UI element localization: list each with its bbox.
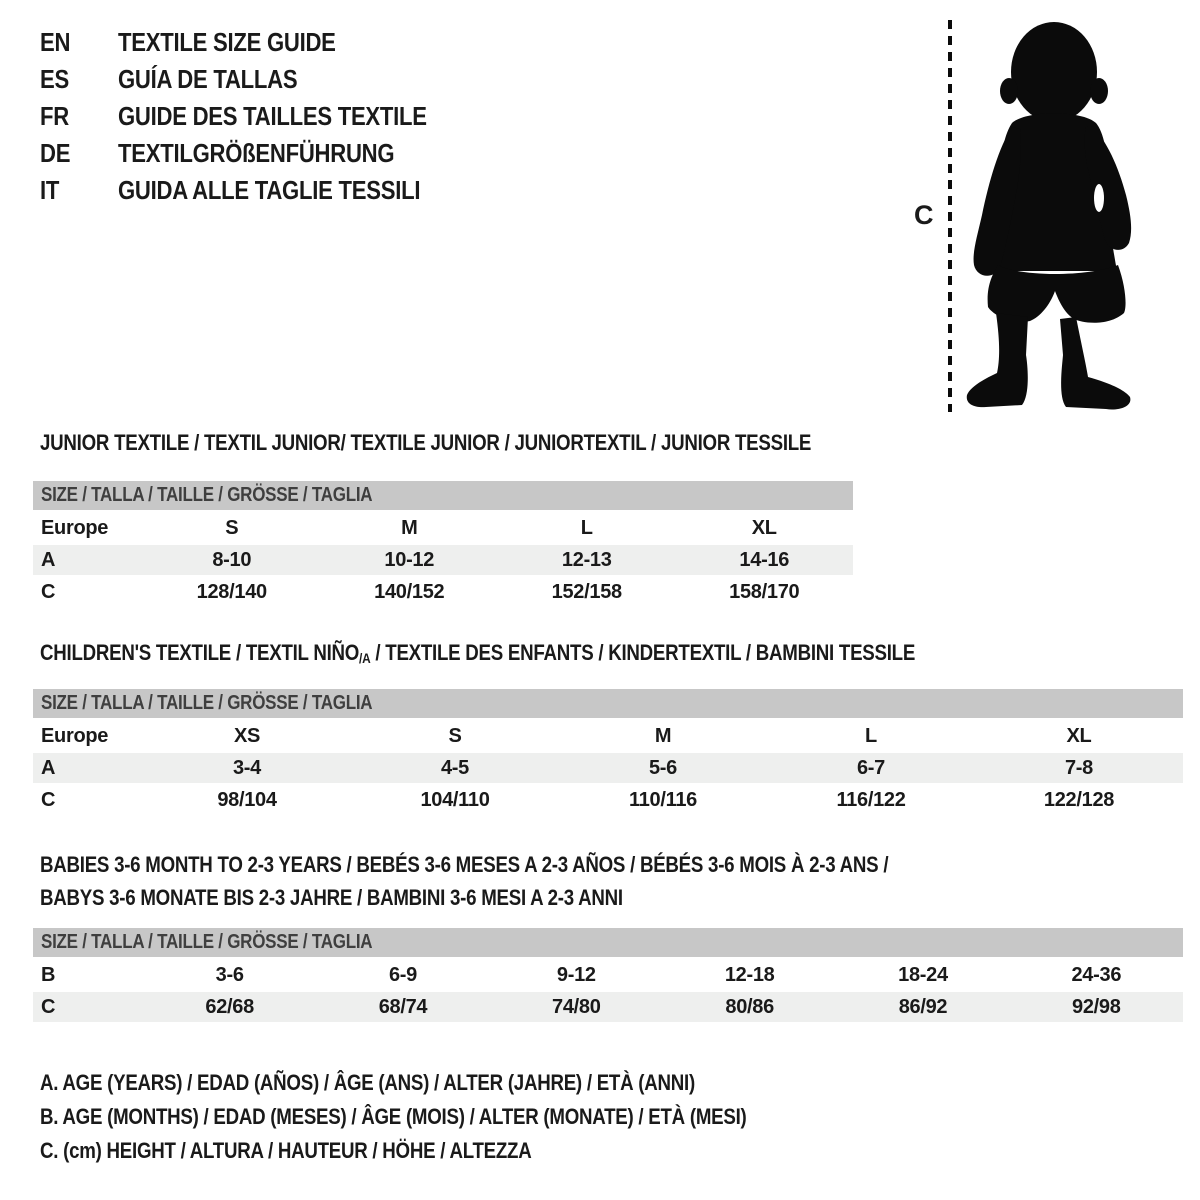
junior-row-height <box>33 577 853 607</box>
language-code-text: DE <box>40 138 71 168</box>
language-code-es <box>40 64 118 95</box>
guide-title-text: GUÍA DE TALLAS <box>118 64 298 94</box>
size-cell: M <box>654 724 672 747</box>
babies-size-table <box>33 928 1183 1022</box>
height-cell: 86/92 <box>898 995 948 1018</box>
age-cell: 7-8 <box>1064 756 1093 779</box>
children-title-text <box>40 640 915 666</box>
size-cell: L <box>865 724 877 747</box>
age-cell: 14-16 <box>739 548 790 571</box>
age-cell: 6-7 <box>856 756 885 779</box>
height-cell: 68/74 <box>378 995 428 1018</box>
babies-row-months <box>33 960 1183 990</box>
language-code-en <box>40 27 118 58</box>
age-cell: 8-10 <box>212 548 252 571</box>
language-row-en <box>40 24 481 61</box>
height-cell: 122/128 <box>1043 788 1115 811</box>
age-cell: 10-12 <box>384 548 435 571</box>
language-code-text: FR <box>40 101 69 131</box>
guide-title-en <box>118 27 374 58</box>
size-header-text: SIZE / TALLA / TAILLE / GRÖSSE / TAGLIA <box>41 692 373 714</box>
row-label: A <box>41 756 56 779</box>
measure-legend <box>40 1066 871 1168</box>
junior-size-table <box>33 481 853 607</box>
height-cell: 158/170 <box>729 580 800 603</box>
height-cell: 128/140 <box>196 580 267 603</box>
height-cell: 110/116 <box>629 788 697 811</box>
height-dashed-line <box>948 20 952 412</box>
children-title-post: / TEXTILE DES ENFANTS / KINDERTEXTIL / BAMBINI TESSILE <box>370 640 916 665</box>
language-row-de <box>40 135 481 172</box>
height-cell: 116/122 <box>836 788 906 811</box>
children-row-age <box>33 753 1183 783</box>
toddler-silhouette-icon <box>960 15 1150 415</box>
age-cell: 5-6 <box>648 756 677 779</box>
row-label: Europe <box>41 516 109 539</box>
size-cell: XL <box>1066 724 1092 747</box>
row-label: Europe <box>41 724 109 747</box>
babies-section-title <box>40 848 1038 914</box>
junior-section-title <box>40 430 947 456</box>
junior-row-europe <box>33 513 853 543</box>
size-header-text: SIZE / TALLA / TAILLE / GRÖSSE / TAGLIA <box>41 484 373 506</box>
guide-title-de <box>118 138 443 169</box>
children-section-title <box>40 640 1069 666</box>
language-row-es <box>40 61 481 98</box>
months-cell: 12-18 <box>724 963 775 986</box>
legend-line-b <box>40 1100 871 1134</box>
age-cell: 3-4 <box>232 756 261 779</box>
children-size-header <box>33 689 1183 718</box>
language-row-fr <box>40 98 481 135</box>
height-cell: 152/158 <box>551 580 622 603</box>
size-cell: M <box>401 516 418 539</box>
guide-title-text: TEXTILGRÖßENFÜHRUNG <box>118 138 395 168</box>
months-cell: 3-6 <box>215 963 244 986</box>
language-code-text: ES <box>40 64 69 94</box>
guide-title-text: TEXTILE SIZE GUIDE <box>118 27 336 57</box>
children-title-pre: CHILDREN'S TEXTILE / TEXTIL NIÑO <box>40 640 360 665</box>
guide-title-it <box>118 175 474 206</box>
months-cell: 6-9 <box>388 963 417 986</box>
children-size-table <box>33 689 1183 815</box>
language-code-text: EN <box>40 27 71 57</box>
size-cell: XS <box>233 724 261 747</box>
junior-row-age <box>33 545 853 575</box>
size-cell: L <box>580 516 593 539</box>
babies-title-line1: BABIES 3-6 MONTH TO 2-3 YEARS / BEBÉS 3-6 MESES A 2-3 AÑOS / BÉBÉS 3-6 MOIS À 2-3 ANS / <box>40 852 889 877</box>
height-cell: 80/86 <box>725 995 774 1018</box>
junior-title-text: JUNIOR TEXTILE / TEXTIL JUNIOR/ TEXTILE JUNIOR / JUNIORTEXTIL / JUNIOR TESSILE <box>40 430 812 455</box>
babies-size-header <box>33 928 1183 957</box>
size-cell: S <box>448 724 462 747</box>
language-code-de <box>40 138 118 169</box>
row-label: C <box>41 995 56 1018</box>
height-cell: 62/68 <box>205 995 254 1018</box>
row-label: C <box>41 788 56 811</box>
legend-line-a <box>40 1066 871 1100</box>
months-cell: 18-24 <box>898 963 948 986</box>
guide-title-text: GUIDE DES TAILLES TEXTILE <box>118 101 427 131</box>
legend-text-a: A. AGE (YEARS) / EDAD (AÑOS) / ÂGE (ANS) / ALTER (JAHRE) / ETÀ (ANNI) <box>40 1070 695 1095</box>
children-row-europe <box>33 721 1183 751</box>
language-row-it <box>40 172 481 209</box>
children-row-height <box>33 785 1183 815</box>
height-cell: 92/98 <box>1072 995 1121 1018</box>
months-cell: 24-36 <box>1071 963 1122 986</box>
row-label: C <box>41 580 56 603</box>
height-measure-label: C <box>914 200 934 230</box>
babies-title-line2: BABYS 3-6 MONATE BIS 2-3 JAHRE / BAMBINI 3-6 MESI A 2-3 ANNI <box>40 885 623 910</box>
legend-line-c <box>40 1134 871 1168</box>
height-cell: 98/104 <box>217 788 277 811</box>
children-title-sub: /A <box>359 650 371 666</box>
guide-title-es <box>118 64 329 95</box>
months-cell: 9-12 <box>556 963 596 986</box>
language-code-text: IT <box>40 175 60 205</box>
size-header-text: SIZE / TALLA / TAILLE / GRÖSSE / TAGLIA <box>41 931 373 953</box>
height-cell: 74/80 <box>552 995 601 1018</box>
language-code-it <box>40 175 118 206</box>
row-label: A <box>41 548 56 571</box>
row-label: B <box>41 963 56 986</box>
language-code-fr <box>40 101 118 132</box>
size-cell: S <box>225 516 239 539</box>
legend-text-c: C. (cm) HEIGHT / ALTURA / HAUTEUR / HÖHE / ALTEZZA <box>40 1138 532 1163</box>
legend-text-b: B. AGE (MONTHS) / EDAD (MESES) / ÂGE (MOIS) / ALTER (MONATE) / ETÀ (MESI) <box>40 1104 747 1129</box>
height-cell: 104/110 <box>420 788 490 811</box>
guide-title-fr <box>118 101 481 132</box>
guide-title-text: GUIDA ALLE TAGLIE TESSILI <box>118 175 421 205</box>
height-measure-figure <box>900 0 1200 430</box>
height-cell: 140/152 <box>374 580 445 603</box>
size-cell: XL <box>751 516 777 539</box>
arm-gap <box>1094 184 1104 212</box>
babies-row-height <box>33 992 1183 1022</box>
junior-size-header <box>33 481 853 510</box>
language-title-list <box>40 24 481 209</box>
age-cell: 12-13 <box>561 548 612 571</box>
age-cell: 4-5 <box>440 756 469 779</box>
